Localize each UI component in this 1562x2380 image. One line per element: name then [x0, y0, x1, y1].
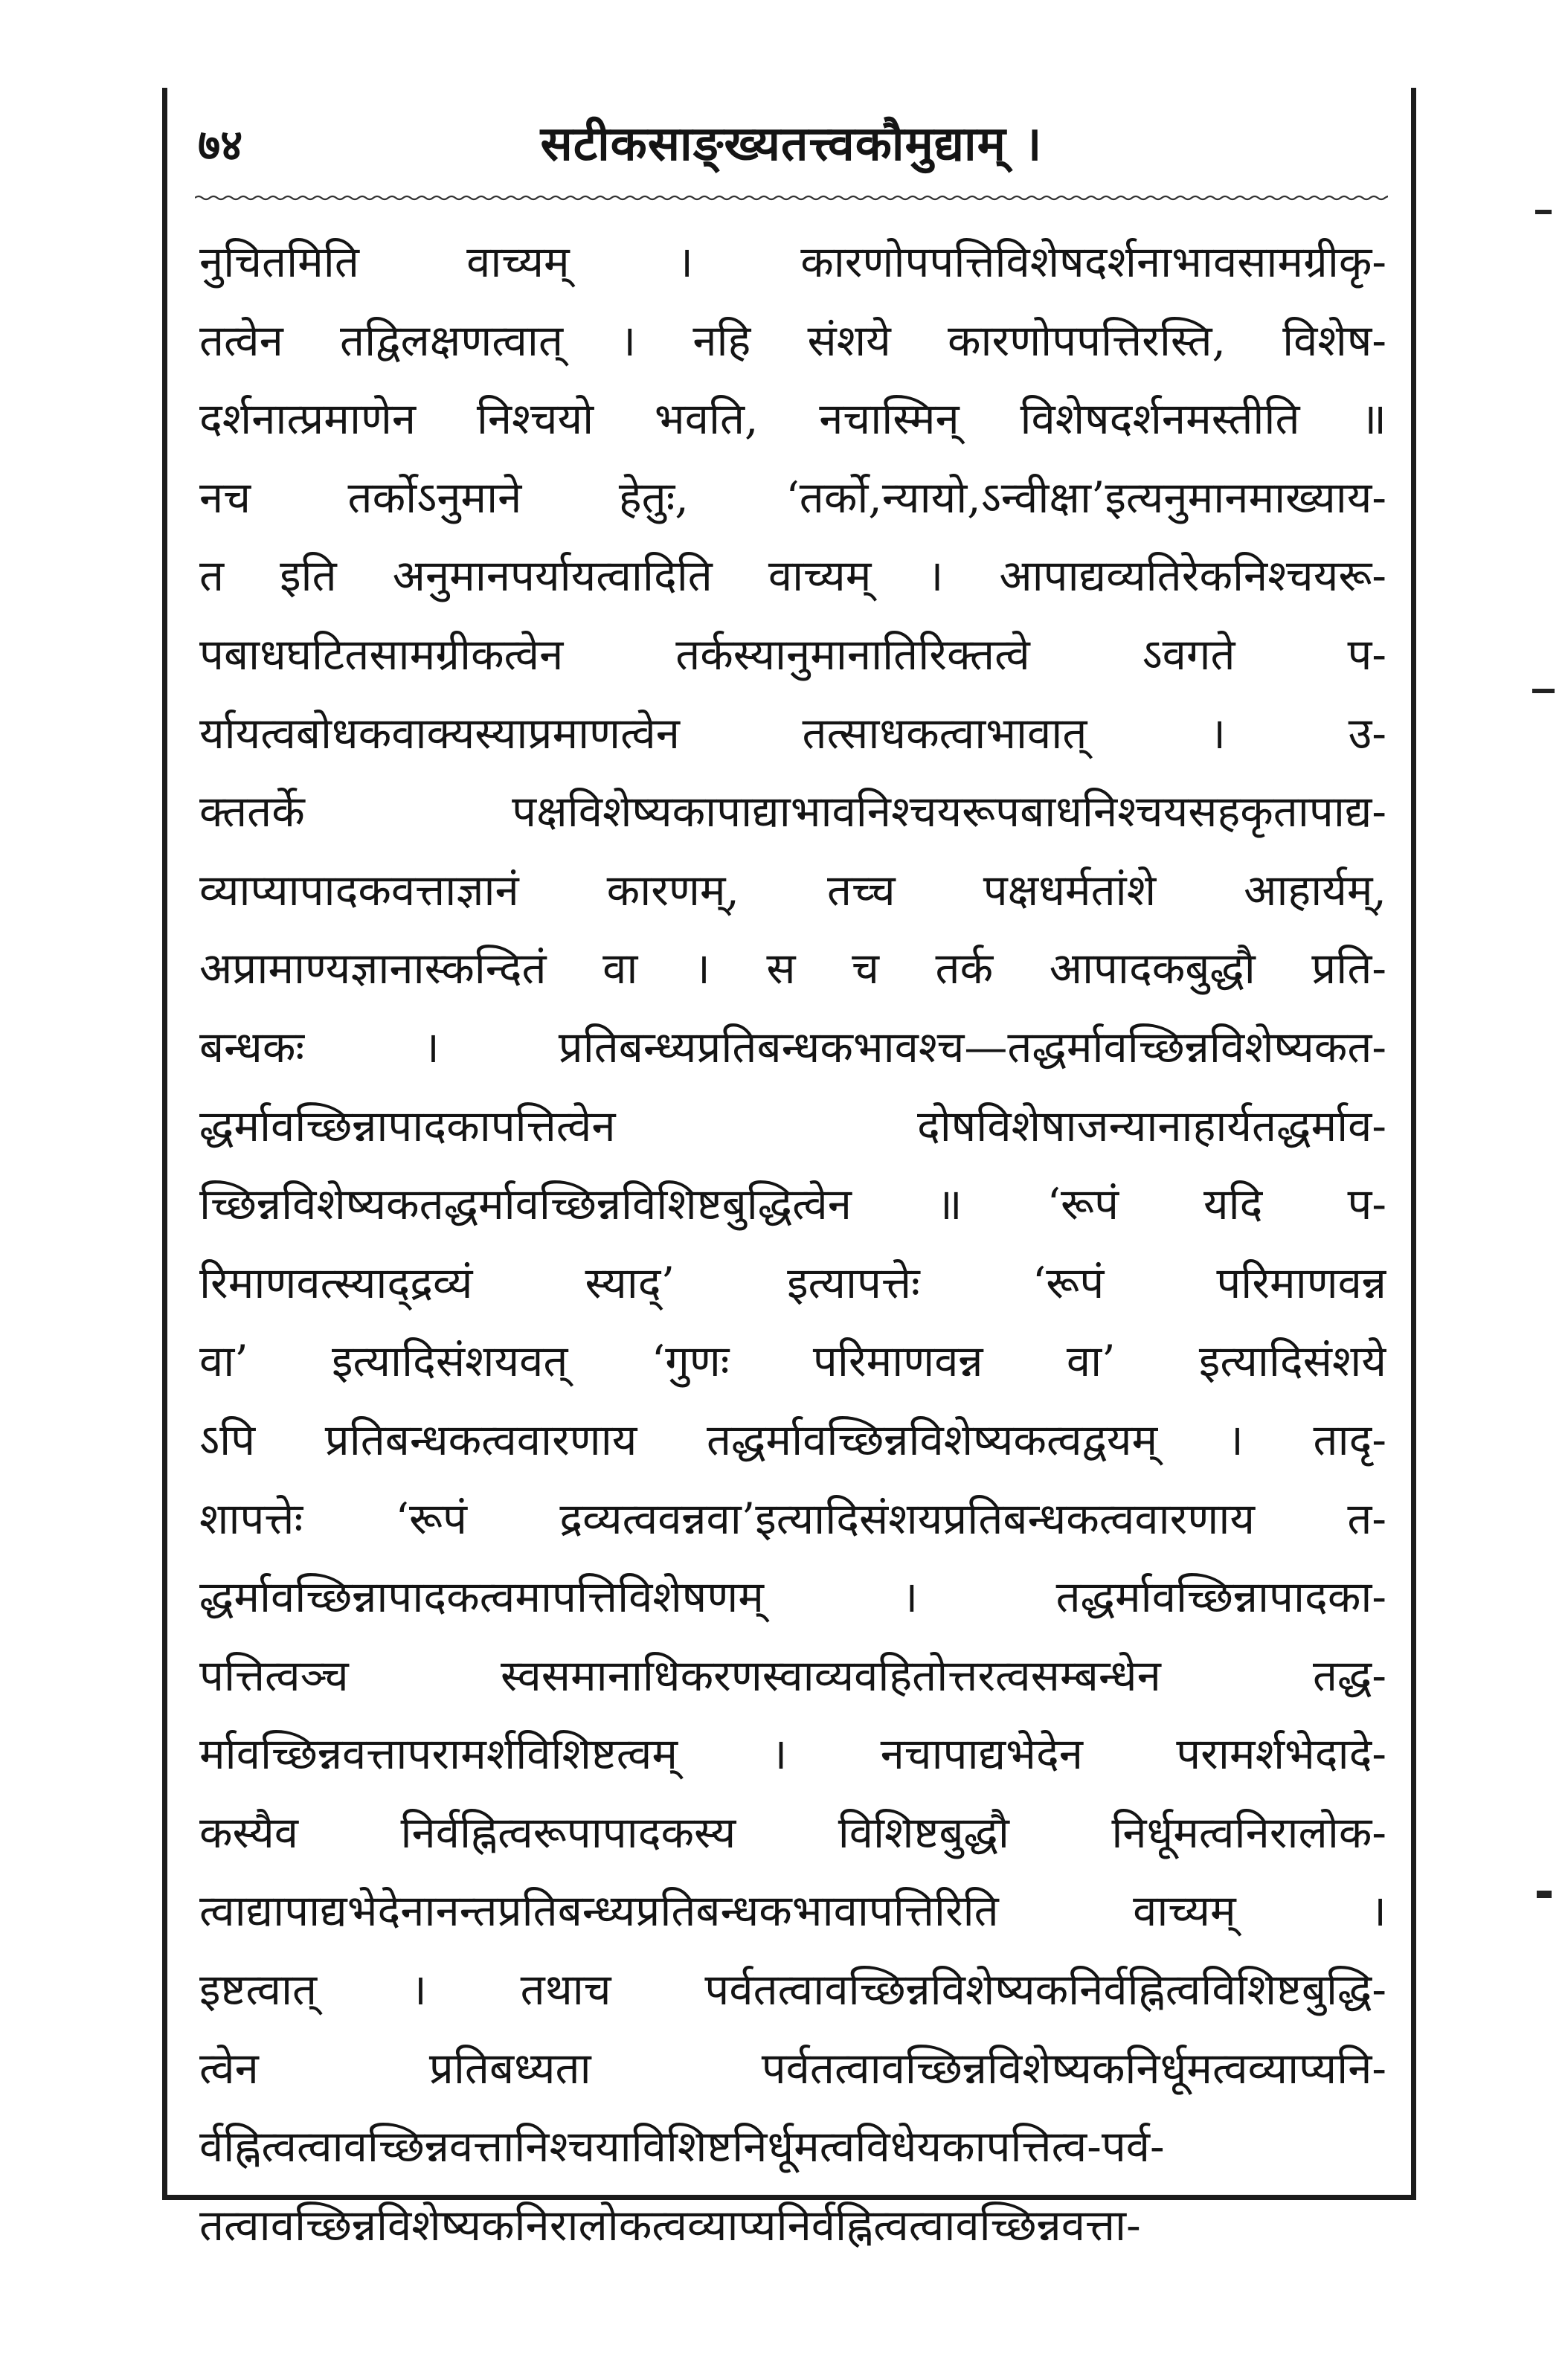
text-line: व्याप्यापादकवत्ताज्ञानं कारणम्, तच्च पक्षधर्मतांशे आहार्यम्, — [199, 864, 1386, 916]
text-line: इष्टत्वात् । तथाच पर्वतत्वावच्छिन्नविशेष्यकनिर्वह्नित्वविशिष्टबुद्धि- — [199, 1964, 1386, 2016]
text-line: पत्तित्वञ्च स्वसमानाधिकरणस्वाव्यवहितोत्तरत्वसम्बन्धेन तद्ध- — [199, 1650, 1386, 1701]
text-line: र्यायत्वबोधकवाक्यस्याप्रमाणत्वेन तत्साधकत्वाभावात् । उ- — [199, 707, 1386, 759]
text-line: दर्शनात्प्रमाणेन निश्चयो भवति, नचास्मिन् विशेषदर्शनमस्तीति ॥ — [199, 393, 1386, 445]
text-line: क्ततर्के पक्षविशेष्यकापाद्याभावनिश्चयरूपबाधनिश्चयसहकृतापाद्य- — [199, 786, 1386, 837]
text-line: नुचितमिति वाच्यम् । कारणोपपत्तिविशेषदर्शनाभावसामग्रीकृ- — [199, 237, 1386, 287]
text-line: ऽपि प्रतिबन्धकत्ववारणाय तद्धर्मावच्छिन्नविशेष्यकत्वद्वयम् । तादृ- — [199, 1414, 1386, 1465]
text-line: बन्धकः । प्रतिबन्ध्यप्रतिबन्धकभावश्च—तद्धर्मावच्छिन्नविशेष्यकत- — [199, 1021, 1386, 1072]
text-line: त्वाद्यापाद्यभेदेनानन्तप्रतिबन्ध्यप्रतिबन्धकभावापत्तिरिति वाच्यम् । — [199, 1885, 1386, 1937]
text-line: वा’ इत्यादिसंशयवत् ‘गुणः परिमाणवन्न वा’ इत्यादिसंशये — [199, 1336, 1386, 1387]
text-line: पबाधघटितसामग्रीकत्वेन तर्कस्यानुमानातिरिक्तत्वे ऽवगते प- — [199, 628, 1386, 680]
text-line: अप्रामाण्यज्ञानास्कन्दितं वा । स च तर्क आपादकबुद्धौ प्रति- — [199, 943, 1386, 994]
margin-mark — [1532, 689, 1555, 693]
text-line: शापत्तेः ‘रूपं द्रव्यत्ववन्नवा’इत्यादिसंशयप्रतिबन्धकत्ववारणाय त- — [199, 1493, 1386, 1544]
text-line: र्वह्नित्वत्वावच्छिन्नवत्तानिश्चयाविशिष्टनिर्धूमत्वविधेयकापत्तित्व-पर्व- — [199, 2121, 1165, 2172]
text-line: तत्वेन तद्विलक्षणत्वात् । नहि संशये कारणोपपत्तिरस्ति, विशेष- — [199, 315, 1386, 366]
margin-mark — [1537, 1891, 1552, 1898]
text-line: त्वेन प्रतिबध्यता पर्वतत्वावच्छिन्नविशेष्यकनिर्धूमत्वव्याप्यनि- — [199, 2042, 1386, 2094]
body-text — [199, 223, 1386, 2265]
page-header — [195, 104, 1388, 201]
text-line: तत्वावच्छिन्नविशेष्यकनिरालोकत्वव्याप्यनिर्वह्नित्वत्वावच्छिन्नवत्ता- — [199, 2199, 1141, 2251]
text-line: च्छिन्नविशेष्यकतद्धर्मावच्छिन्नविशिष्टबुद्धित्वेन ॥ ‘रूपं यदि प- — [199, 1179, 1386, 1230]
text-line: द्धर्मावच्छिन्नापादकापत्तित्वेन दोषविशेषाजन्यानाहार्यतद्धर्माव- — [199, 1100, 1386, 1151]
text-line: द्धर्मावच्छिन्नापादकत्वमापत्तिविशेषणम् । तद्धर्मावच्छिन्नापादका- — [199, 1572, 1386, 1623]
text-line: कस्यैव निर्वह्नित्वरूपापादकस्य विशिष्टबुद्धौ निर्धूमत्वनिरालोक- — [199, 1807, 1386, 1858]
margin-mark — [1535, 210, 1552, 214]
text-line: र्मावच्छिन्नवत्तापरामर्शविशिष्टत्वम् । नचापाद्यभेदेन परामर्शभेदादे- — [199, 1728, 1386, 1780]
page-number: ७४ — [198, 120, 243, 170]
text-line: त इति अनुमानपर्यायत्वादिति वाच्यम् । आपाद्यव्यतिरेकनिश्चयरू- — [199, 550, 1386, 602]
wavy-divider — [195, 190, 1388, 205]
text-line: नच तर्कोऽनुमाने हेतुः, ‘तर्को,न्यायो,ऽन्वीक्षा’इत्यनुमानमाख्याय- — [199, 472, 1386, 523]
text-line: रिमाणवत्स्याद्द्रव्यं स्याद्’ इत्यापत्तेः ‘रूपं परिमाणवन्न — [199, 1257, 1386, 1308]
running-title: सटीकसाङ्ख्यतत्त्वकौमुद्याम् । — [540, 116, 1043, 172]
